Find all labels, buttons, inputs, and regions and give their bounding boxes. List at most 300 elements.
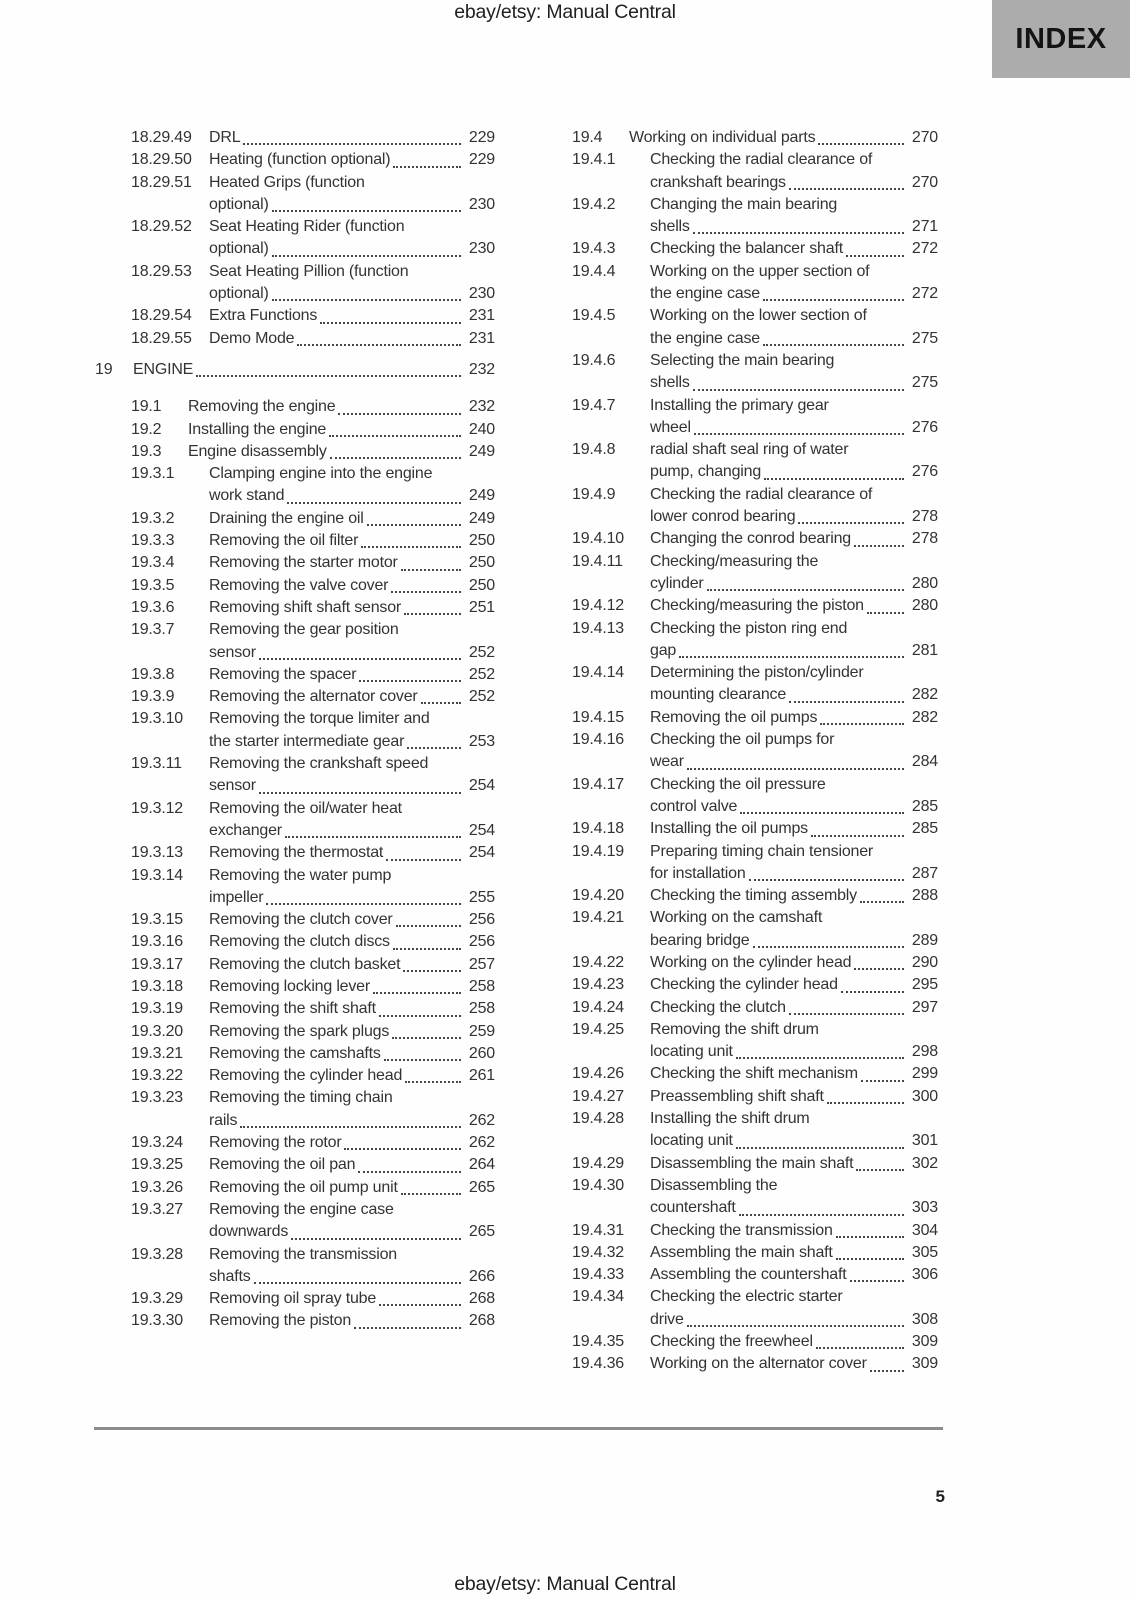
- toc-entry-page: 306: [911, 1266, 938, 1284]
- dot-leader: [344, 1148, 461, 1150]
- toc-entry-number: 19.3.3: [131, 532, 175, 550]
- dot-leader: [693, 232, 904, 234]
- toc-entry-number: 19.4.6: [572, 351, 616, 369]
- toc-entry: [572, 127, 938, 149]
- toc-entry-page: 303: [911, 1199, 938, 1217]
- dot-leader: [827, 1102, 904, 1104]
- dot-leader: [739, 1214, 904, 1216]
- toc-entry: [131, 842, 495, 864]
- toc-entry-page: 271: [911, 218, 938, 236]
- toc-entry-page: 249: [468, 509, 495, 527]
- dot-leader: [405, 1081, 461, 1083]
- toc-entry-title: Removing the piston: [209, 1312, 352, 1330]
- toc-entry: [572, 997, 938, 1019]
- toc-entry-title: Demo Mode: [209, 329, 295, 347]
- toc-entry-title: Removing the clutch cover: [209, 911, 393, 929]
- toc-entry-number: 19.4.20: [572, 887, 624, 905]
- toc-entry-title: wheel: [650, 418, 691, 436]
- toc-entry-title: Removing the clutch discs: [209, 933, 390, 951]
- dot-leader: [240, 1126, 461, 1128]
- toc-entry-page: 287: [911, 864, 938, 882]
- toc-entry-number: 19.3.4: [131, 554, 175, 572]
- toc-entry-page: 297: [911, 998, 938, 1016]
- dot-leader: [820, 723, 904, 725]
- toc-entry-page: 229: [468, 151, 495, 169]
- toc-entry-page: 285: [911, 820, 938, 838]
- dot-leader: [379, 1304, 461, 1306]
- toc-entry-page: 280: [911, 597, 938, 615]
- toc-entry: [572, 907, 938, 952]
- toc-entry-title: Working on individual parts: [629, 129, 816, 146]
- toc-entry-title: Removing oil spray tube: [209, 1290, 377, 1308]
- toc-entry-number: 19.4.28: [572, 1110, 624, 1128]
- toc-entry-title: Selecting the main bearing: [650, 351, 835, 369]
- toc-entry-number: 19.4.26: [572, 1065, 624, 1083]
- toc-entry: [131, 127, 495, 149]
- toc-entry: [572, 305, 938, 350]
- toc-entry-title: Checking the radial clearance of: [650, 151, 873, 169]
- dot-leader: [386, 859, 461, 861]
- toc-entry-page: 288: [911, 887, 938, 905]
- dot-leader: [856, 1169, 904, 1171]
- dot-leader: [846, 255, 904, 257]
- dot-leader: [860, 901, 904, 903]
- toc-entry-title: gap: [650, 641, 677, 659]
- toc-entry-number: 19.4.35: [572, 1333, 624, 1351]
- toc-entry-number: 19.3.7: [131, 621, 175, 639]
- toc-entry-page: 250: [468, 554, 495, 572]
- toc-entry: [131, 216, 495, 261]
- toc-entry: [131, 530, 495, 552]
- toc-entry: [131, 396, 495, 418]
- toc-entry-title: Checking/measuring the: [650, 552, 819, 570]
- toc-entry-page: 252: [468, 665, 495, 683]
- toc-entry-title: Extra Functions: [209, 307, 318, 325]
- toc-entry-number: 19.4.33: [572, 1266, 624, 1284]
- toc-entry-title: Working on the upper section of: [650, 262, 870, 280]
- dot-leader: [763, 299, 904, 301]
- toc-entry: [572, 1220, 938, 1242]
- toc-entry-number: 19.3.27: [131, 1200, 183, 1218]
- dot-leader: [421, 702, 461, 704]
- toc-entry: [572, 707, 938, 729]
- toc-entry-title: Removing the torque limiter and: [209, 710, 430, 728]
- toc-column-right: [536, 127, 938, 1376]
- dot-leader: [407, 747, 461, 749]
- toc-entry-page: 254: [468, 844, 495, 862]
- dot-leader: [789, 701, 904, 703]
- toc-entry: [572, 350, 938, 395]
- dot-leader: [379, 1015, 461, 1017]
- toc-entry-title: Checking the freewheel: [650, 1333, 813, 1351]
- dot-leader: [401, 569, 461, 571]
- toc-entry-number: 19.3.2: [131, 509, 175, 527]
- toc-entry: [572, 1153, 938, 1175]
- toc-entry: [131, 261, 495, 306]
- dot-leader: [687, 768, 904, 770]
- dot-leader: [736, 1147, 904, 1149]
- toc-entry: [572, 1242, 938, 1264]
- toc-entry-number: 19.3.18: [131, 977, 183, 995]
- toc-entry-title: shafts: [209, 1267, 251, 1285]
- toc-entry-title: Working on the alternator cover: [650, 1355, 867, 1373]
- dot-leader: [753, 946, 905, 948]
- dot-leader: [816, 1347, 904, 1349]
- toc-entry-title: Checking the radial clearance of: [650, 485, 873, 503]
- toc-entry-title: Installing the primary gear: [650, 396, 829, 414]
- toc-entry-number: 19.2: [131, 420, 162, 438]
- dot-leader: [259, 792, 461, 794]
- toc-entry-number: 19.3.6: [131, 598, 175, 616]
- toc-entry-page: 299: [911, 1065, 938, 1083]
- dot-leader: [329, 435, 461, 437]
- toc-entry-number: 18.29.53: [131, 262, 192, 280]
- footer-title: ebay/etsy: Manual Central: [454, 1573, 676, 1595]
- toc-entry: [572, 1331, 938, 1353]
- toc-entry-title: Removing the shift drum: [650, 1020, 819, 1038]
- toc-entry: [131, 149, 495, 171]
- toc-entry-title: Removing the clutch basket: [209, 955, 401, 973]
- dot-leader: [361, 546, 461, 548]
- toc-entry-number: 19.3.20: [131, 1022, 183, 1040]
- dot-leader: [693, 389, 904, 391]
- toc-entry-page: 285: [911, 797, 938, 815]
- toc-entry-page: 265: [468, 1178, 495, 1196]
- dot-leader: [679, 656, 904, 658]
- toc-entry-title: the starter intermediate gear: [209, 732, 405, 750]
- toc-entry-title: rails: [209, 1111, 238, 1129]
- dot-leader: [850, 1280, 905, 1282]
- toc-entry-number: 19.4.5: [572, 307, 616, 325]
- toc-entry-number: 19.3.5: [131, 576, 175, 594]
- toc-entry-title: optional): [209, 195, 269, 213]
- toc-entry-page: 289: [911, 931, 938, 949]
- toc-entry-page: 290: [911, 953, 938, 971]
- toc-entry-page: 284: [911, 753, 938, 771]
- toc-entry-title: DRL: [209, 129, 241, 146]
- toc-entry-number: 19.3.30: [131, 1312, 183, 1330]
- toc-entry-title: Checking the clutch: [650, 998, 786, 1016]
- dot-leader: [259, 658, 461, 660]
- toc-entry: [572, 395, 938, 440]
- toc-entry-title: Seat Heating Rider (function: [209, 218, 405, 236]
- toc-entry: [572, 1264, 938, 1286]
- toc-entry-title: the engine case: [650, 285, 760, 303]
- toc-entry: [131, 708, 495, 753]
- toc-entry: [572, 194, 938, 239]
- dot-leader: [297, 344, 461, 346]
- toc-entry-number: 19.4.16: [572, 731, 624, 749]
- toc-entry-title: Removing the oil pumps: [650, 708, 818, 726]
- toc-entry-page: 301: [911, 1132, 938, 1150]
- toc-entry-title: Checking the transmission: [650, 1221, 833, 1239]
- toc-entry-title: Checking the piston ring end: [650, 619, 848, 637]
- toc-entry-page: 230: [468, 285, 495, 303]
- toc-entry-title: Checking the timing assembly: [650, 887, 857, 905]
- dot-leader: [354, 1327, 461, 1329]
- toc-entry-title: Working on the lower section of: [650, 307, 867, 325]
- toc-entry-number: 19.3.8: [131, 665, 175, 683]
- toc-entry-page: 261: [468, 1067, 495, 1085]
- toc-entry-page: 275: [911, 329, 938, 347]
- toc-entry-title: Working on the camshaft: [650, 909, 823, 927]
- toc-entry-title: Heated Grips (function: [209, 173, 365, 191]
- toc-entry: [131, 552, 495, 574]
- toc-entry-number: 19.4.30: [572, 1176, 624, 1194]
- toc-entry: [572, 261, 938, 306]
- toc-entry-page: 272: [911, 285, 938, 303]
- toc-entry-page: 231: [468, 307, 495, 325]
- toc-entry-page: 309: [911, 1355, 938, 1373]
- dot-leader: [811, 835, 904, 837]
- toc-entry-number: 18.29.50: [131, 151, 192, 169]
- dot-leader: [392, 1037, 461, 1039]
- toc-entry-page: 298: [911, 1043, 938, 1061]
- dot-leader: [854, 545, 904, 547]
- toc-entry-title: Checking the shift mechanism: [650, 1065, 858, 1083]
- dot-leader: [338, 413, 461, 415]
- toc-entry-title: Removing the cylinder head: [209, 1067, 403, 1085]
- toc-entry: [131, 305, 495, 327]
- toc-entry-number: 18.29.54: [131, 307, 192, 325]
- dot-leader: [272, 210, 461, 212]
- toc-entry-page: 278: [911, 530, 938, 548]
- toc-entry: [572, 528, 938, 550]
- toc-entry-page: 295: [911, 976, 938, 994]
- toc-entry: [131, 597, 495, 619]
- dot-leader: [870, 1370, 904, 1372]
- toc-entry-title: mounting clearance: [650, 686, 787, 704]
- dot-leader: [867, 612, 904, 614]
- toc-entry-number: 19.4.9: [572, 485, 616, 503]
- toc-entry-title: Removing the shift shaft: [209, 1000, 376, 1018]
- toc-entry-title: Working on the cylinder head: [650, 953, 852, 971]
- toc-entry-number: 19.4.31: [572, 1221, 624, 1239]
- toc-entry: [131, 1065, 495, 1087]
- toc-entry-title: Removing the valve cover: [209, 576, 389, 594]
- dot-leader: [287, 502, 461, 504]
- toc-entry-number: 19.3: [131, 442, 162, 460]
- toc-entry: [131, 664, 495, 686]
- toc-entry-number: 19.4: [572, 129, 603, 146]
- toc-entry-number: 19.4.22: [572, 953, 624, 971]
- toc-entry: [572, 595, 938, 617]
- toc-entry-number: 19.4.13: [572, 619, 624, 637]
- toc-entry: [131, 172, 495, 217]
- toc-entry-page: 309: [911, 1333, 938, 1351]
- toc-entry: [131, 1043, 495, 1065]
- toc-entry-page: 260: [468, 1044, 495, 1062]
- toc-entry-title: Removing the oil/water heat: [209, 799, 402, 817]
- dot-leader: [367, 524, 461, 526]
- toc-entry: [95, 359, 495, 381]
- toc-entry-page: 258: [468, 977, 495, 995]
- dot-leader: [196, 375, 461, 377]
- toc-entry-number: 19.4.17: [572, 775, 624, 793]
- toc-entry-page: 231: [468, 329, 495, 347]
- toc-entry: [572, 238, 938, 260]
- toc-entry-page: 257: [468, 955, 495, 973]
- toc-entry-number: 19.3.12: [131, 799, 183, 817]
- toc-entry-number: 19.4.14: [572, 664, 624, 682]
- toc-entry: [131, 798, 495, 843]
- toc-entry-title: Engine disassembly: [188, 442, 327, 460]
- toc-entry-title: ENGINE: [133, 360, 194, 378]
- toc-entry-title: optional): [209, 240, 269, 258]
- dot-leader: [285, 836, 461, 838]
- toc-entry: [131, 575, 495, 597]
- toc-entry-title: optional): [209, 285, 269, 303]
- toc-entry: [572, 618, 938, 663]
- dot-leader: [396, 925, 461, 927]
- dot-leader: [694, 433, 904, 435]
- toc-entry: [131, 1087, 495, 1132]
- toc-entry-title: countershaft: [650, 1199, 736, 1217]
- toc-entry-number: 19.3.24: [131, 1134, 183, 1152]
- toc-entry-title: Removing the transmission: [209, 1245, 397, 1263]
- toc-entry-title: radial shaft seal ring of water: [650, 441, 849, 459]
- toc-entry: [572, 149, 938, 194]
- toc-entry-page: 276: [911, 418, 938, 436]
- toc-entry-title: Removing the engine: [188, 398, 336, 416]
- dot-leader: [320, 322, 461, 324]
- dot-leader: [254, 1282, 462, 1284]
- toc-entry-title: Removing the crankshaft speed: [209, 755, 429, 773]
- toc-entry-title: cylinder: [650, 574, 704, 592]
- toc-entry: [572, 1108, 938, 1153]
- toc-entry-page: 308: [911, 1310, 938, 1328]
- toc-entry: [131, 998, 495, 1020]
- toc-entry-page: 256: [468, 933, 495, 951]
- toc-entry-number: 18.29.51: [131, 173, 192, 191]
- toc-entry-number: 19.4.27: [572, 1087, 624, 1105]
- toc-entry-page: 282: [911, 686, 938, 704]
- toc-entry-title: Clamping engine into the engine: [209, 465, 433, 483]
- toc-entry-title: Removing the camshafts: [209, 1044, 381, 1062]
- dot-leader: [384, 1059, 461, 1061]
- toc-entry-number: 19.3.9: [131, 688, 175, 706]
- toc-entry-page: 275: [911, 374, 938, 392]
- dot-leader: [861, 1080, 904, 1082]
- dot-leader: [736, 1057, 904, 1059]
- toc-entry-number: 19.4.4: [572, 262, 616, 280]
- toc-entry-page: 255: [468, 888, 495, 906]
- toc-entry-page: 230: [468, 240, 495, 258]
- toc-entry-number: 19.4.2: [572, 195, 616, 213]
- toc-entry-number: 19.4.3: [572, 240, 616, 258]
- toc-entry-number: 19.3.28: [131, 1245, 183, 1263]
- toc-entry-title: Removing the gear position: [209, 621, 399, 639]
- toc-entry-page: 282: [911, 708, 938, 726]
- toc-entry-number: 19.4.19: [572, 842, 624, 860]
- toc-entry-number: 19.3.22: [131, 1067, 183, 1085]
- toc-entry-title: Checking the cylinder head: [650, 976, 838, 994]
- toc-entry-page: 252: [468, 643, 495, 661]
- toc-entry-page: 304: [911, 1221, 938, 1239]
- toc-entry-page: 300: [911, 1087, 938, 1105]
- toc-entry: [131, 931, 495, 953]
- toc-entry-number: 19.3.26: [131, 1178, 183, 1196]
- toc-entry-title: locating unit: [650, 1132, 733, 1150]
- toc-entry-page: 305: [911, 1243, 938, 1261]
- toc-entry-page: 253: [468, 732, 495, 750]
- toc-entry-title: Determining the piston/cylinder: [650, 664, 864, 682]
- toc-entry-page: 262: [468, 1111, 495, 1129]
- dot-leader: [841, 991, 904, 993]
- toc-entry-title: Assembling the countershaft: [650, 1266, 847, 1284]
- toc-entry: [131, 463, 495, 508]
- index-tab: [992, 0, 1130, 78]
- toc-entry: [572, 484, 938, 529]
- toc-entry-title: drive: [650, 1310, 684, 1328]
- toc-entry-page: 268: [468, 1290, 495, 1308]
- toc-entry-number: 19.3.11: [131, 755, 182, 773]
- toc-entry: [572, 774, 938, 819]
- toc-entry-title: Removing the rotor: [209, 1134, 342, 1152]
- dot-leader: [373, 992, 461, 994]
- toc-entry-number: 19.3.14: [131, 866, 183, 884]
- toc-entry-number: 19.4.15: [572, 708, 624, 726]
- toc-entry-number: 18.29.55: [131, 329, 192, 347]
- toc-entry-number: 19.3.17: [131, 955, 183, 973]
- dot-leader: [789, 1013, 904, 1015]
- toc-entry-title: Installing the shift drum: [650, 1110, 810, 1128]
- toc-entry: [572, 662, 938, 707]
- toc-entry: [572, 952, 938, 974]
- dot-leader: [358, 1171, 461, 1173]
- toc-entry-title: lower conrod bearing: [650, 508, 796, 526]
- dot-leader: [764, 478, 904, 480]
- toc-entry-number: 19.3.1: [131, 465, 175, 483]
- toc-entry: [131, 441, 495, 463]
- toc-entry-page: 268: [468, 1312, 495, 1330]
- toc-entry: [131, 419, 495, 441]
- toc-entry-page: 278: [911, 508, 938, 526]
- toc-entry-number: 19.3.21: [131, 1044, 183, 1062]
- toc-entry-number: 18.29.52: [131, 218, 192, 236]
- toc-entry-page: 270: [911, 129, 938, 146]
- dot-leader: [404, 613, 461, 615]
- toc-entry-title: crankshaft bearings: [650, 173, 786, 191]
- dot-leader: [798, 522, 904, 524]
- toc-entry-title: Removing the oil filter: [209, 532, 359, 550]
- toc-entry-number: 19.3.16: [131, 933, 183, 951]
- toc-entry-page: 281: [911, 641, 938, 659]
- toc-entry-title: Removing locking lever: [209, 977, 371, 995]
- toc-entry-number: 19.4.34: [572, 1288, 624, 1306]
- toc-entry: [572, 1086, 938, 1108]
- toc-entry: [131, 328, 495, 350]
- toc-entry: [572, 551, 938, 596]
- toc-entry-number: 19.4.8: [572, 441, 616, 459]
- toc-entry-title: shells: [650, 374, 690, 392]
- toc-entry-number: 19.4.25: [572, 1020, 624, 1038]
- dot-leader: [330, 457, 461, 459]
- toc-entry-title: Removing the water pump: [209, 866, 392, 884]
- toc-entry-title: Disassembling the main shaft: [650, 1154, 854, 1172]
- toc-entry-title: Disassembling the: [650, 1176, 778, 1194]
- toc-entry-number: 19.3.23: [131, 1089, 183, 1107]
- dot-leader: [836, 1258, 904, 1260]
- toc-entry-number: 19.4.23: [572, 976, 624, 994]
- toc-entry: [131, 1177, 495, 1199]
- toc-entry-title: Changing the conrod bearing: [650, 530, 851, 548]
- toc-entry-title: Removing the spark plugs: [209, 1022, 390, 1040]
- toc-entry-number: 19.4.10: [572, 530, 624, 548]
- toc-entry-number: 19.4.29: [572, 1154, 624, 1172]
- toc-entry-title: downwards: [209, 1223, 289, 1241]
- toc-entry: [572, 1286, 938, 1331]
